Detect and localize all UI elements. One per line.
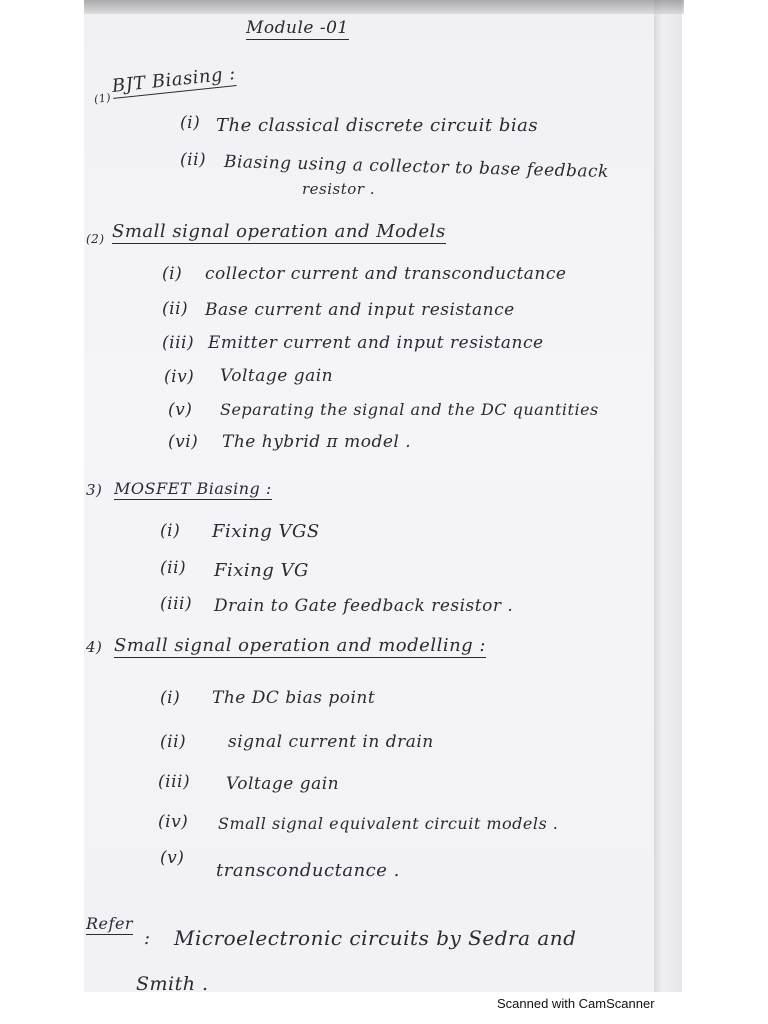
section-heading	[114, 479, 272, 498]
item-text: collector current and transconductance	[205, 264, 567, 284]
item-text: The classical discrete circuit bias	[216, 115, 539, 136]
section-heading	[114, 635, 486, 656]
page-title: Module -01	[246, 18, 349, 38]
refer-text: Microelectronic circuits by Sedra and	[174, 926, 577, 950]
item-label: (i)	[160, 688, 181, 708]
section-heading-text: MOSFET Biasing :	[114, 479, 272, 498]
section-number: (2)	[86, 232, 105, 246]
item-text-continued: resistor .	[302, 180, 376, 198]
item-text: Base current and input resistance	[205, 300, 515, 320]
refer-label	[86, 914, 133, 933]
page-top-shadow	[84, 0, 684, 14]
item-label: (i)	[160, 521, 181, 541]
item-label: (i)	[162, 264, 183, 284]
section-heading	[112, 221, 446, 242]
section-heading-text: BJT Biasing :	[110, 63, 237, 97]
item-label: (iii)	[158, 772, 191, 792]
item-text: The hybrid π model .	[222, 432, 412, 452]
item-label: (ii)	[160, 558, 187, 578]
item-text: Separating the signal and the DC quantities	[220, 400, 599, 419]
item-label: (iv)	[164, 367, 195, 387]
item-text: Voltage gain	[226, 774, 340, 794]
item-label: (ii)	[180, 150, 207, 170]
section-number: 4)	[86, 638, 103, 656]
camscanner-watermark: Scanned with CamScanner	[497, 996, 655, 1011]
refer-label-text: Refer	[86, 914, 134, 933]
paper-edge	[654, 0, 682, 992]
item-label: (i)	[180, 113, 201, 133]
item-text: Fixing VG	[214, 560, 309, 581]
item-label: (v)	[168, 400, 193, 420]
item-text: Emitter current and input resistance	[208, 333, 544, 353]
section-heading-text: Small signal operation and modelling :	[114, 635, 486, 656]
item-label: (ii)	[162, 299, 189, 319]
item-text: Voltage gain	[220, 366, 334, 386]
item-text: transconductance .	[216, 860, 400, 881]
section-number: 3)	[86, 481, 103, 499]
background-left	[0, 0, 84, 1000]
item-label: (ii)	[160, 732, 187, 752]
section-number: (1)	[93, 90, 112, 107]
item-text: The DC bias point	[212, 688, 376, 708]
section-heading-text: Small signal operation and Models	[112, 221, 446, 242]
background-right	[682, 0, 768, 992]
item-text: Small signal equivalent circuit models .	[218, 814, 559, 833]
item-label: (vi)	[168, 432, 199, 452]
item-label: (iii)	[160, 594, 193, 614]
refer-text-continued: Smith .	[136, 973, 209, 995]
item-label: (v)	[160, 848, 185, 868]
item-text: signal current in drain	[228, 732, 434, 752]
item-text: Biasing using a collector to base feedback	[223, 152, 610, 183]
item-text: Fixing VGS	[212, 521, 320, 542]
refer-colon: :	[144, 928, 151, 949]
item-label: (iii)	[162, 333, 195, 353]
item-label: (iv)	[158, 812, 189, 832]
item-text: Drain to Gate feedback resistor .	[214, 596, 514, 616]
